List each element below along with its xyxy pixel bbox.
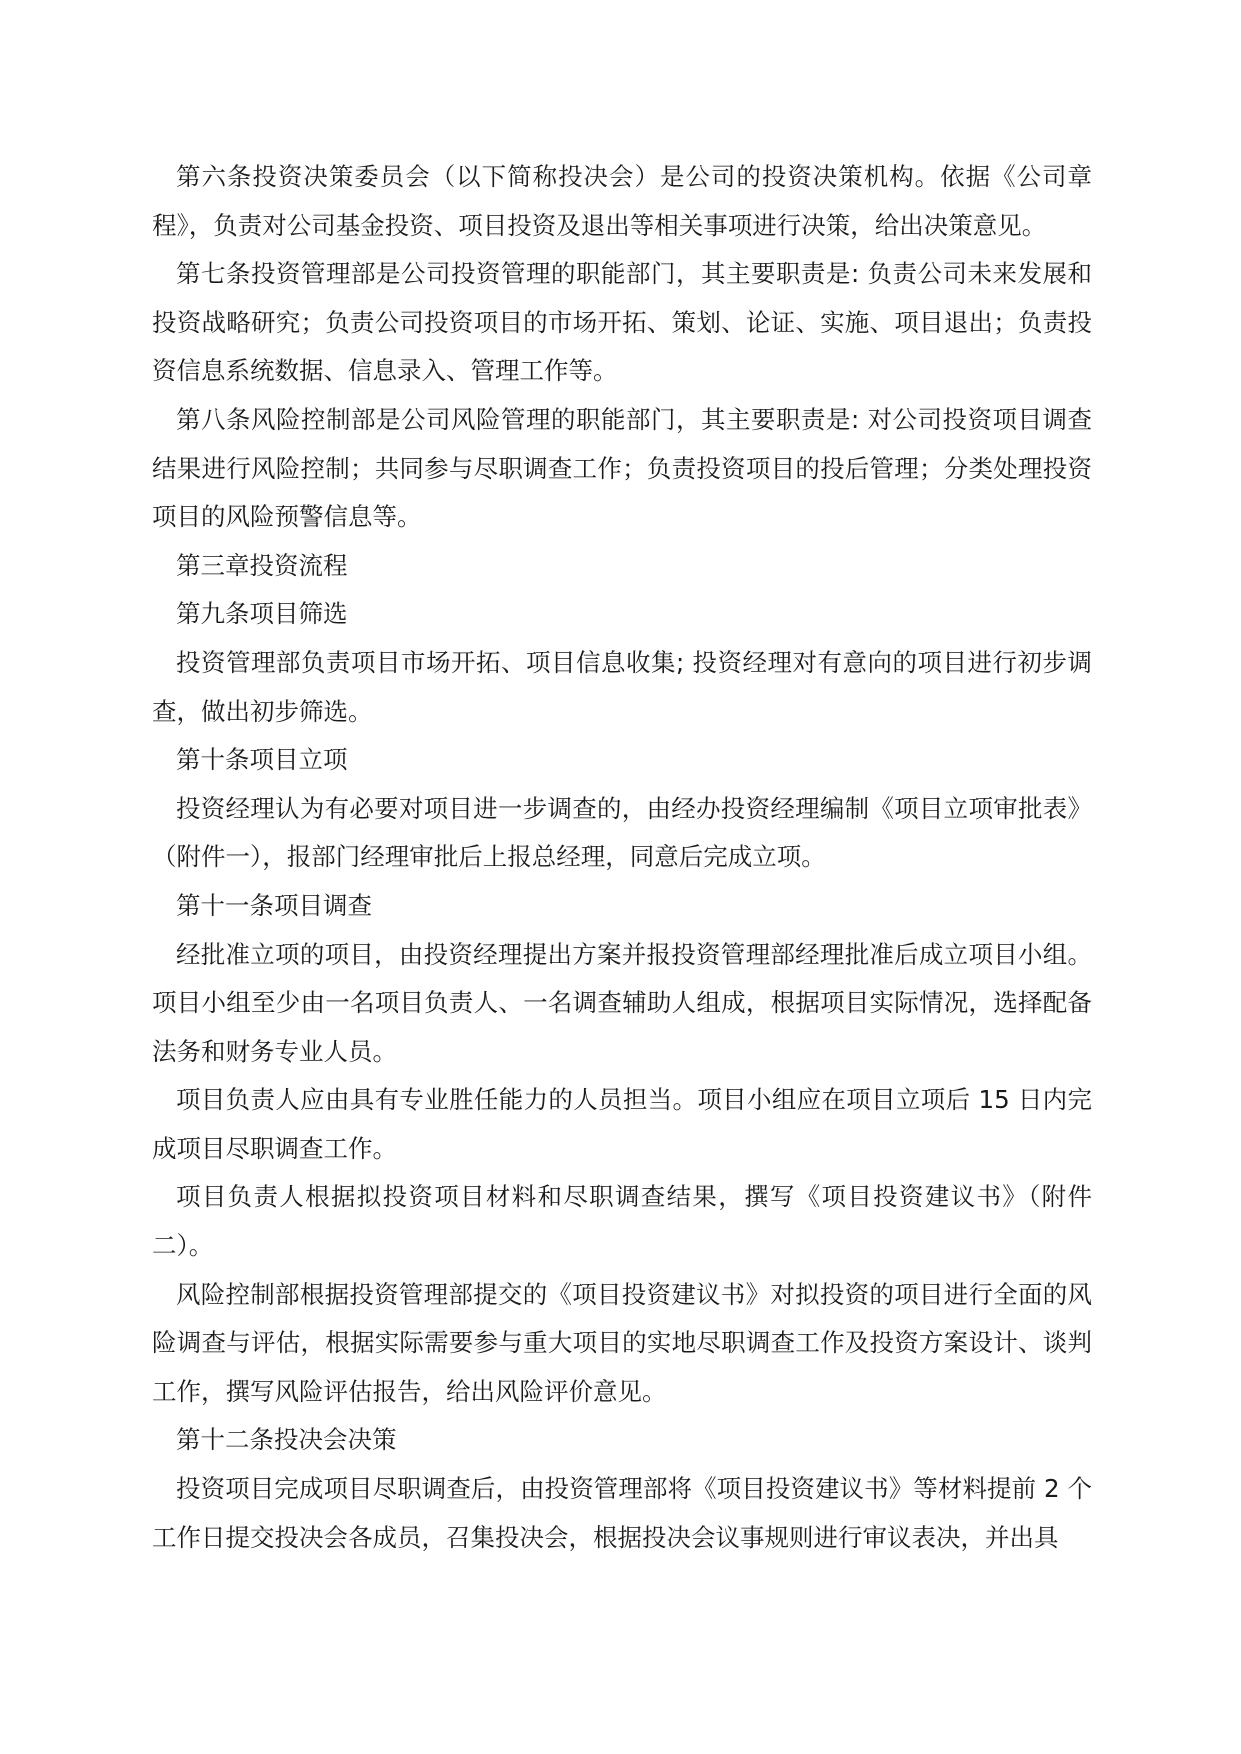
article-heading-10: 第十条项目立项: [176, 745, 348, 775]
paragraph-article-12: 投资项目完成项目尽职调查后，由投资管理部将《项目投资建议书》等材料提前 2 个工作日提交投决会各成员，召集投决会，根据投决会议事规则进行审议表决，并出具: [152, 1474, 1092, 1552]
paragraph-article-11-a: 经批准立项的项目，由投资经理提出方案并报投资管理部经理批准后成立项目小组。项目小组至少由一名项目负责人、一名调查辅助人组成，根据项目实际情况，选择配备法务和财务专业人员。: [152, 939, 1092, 1066]
paragraph-article-11-d: 风险控制部根据投资管理部提交的《项目投资建议书》对拟投资的项目进行全面的风险调查与评估，根据实际需要参与重大项目的实地尽职调查工作及投资方案设计、谈判工作，撰写风险评估报告，给出风险评价意见。: [152, 1279, 1092, 1406]
paragraph-article-11-c: 项目负责人根据拟投资项目材料和尽职调查结果，撰写《项目投资建议书》（附件二）。: [152, 1182, 1092, 1261]
paragraph-article-7: 第七条投资管理部是公司投资管理的职能部门，其主要职责是: 负责公司未来发展和投资战略研究；负责公司投资项目的市场开拓、策划、论证、实施、项目退出；负责投资信息系统数据、信息录入、管理工作等。: [152, 259, 1092, 386]
paragraph-article-8: 第八条风险控制部是公司风险管理的职能部门，其主要职责是: 对公司投资项目调查结果进行风险控制；共同参与尽职调查工作；负责投资项目的投后管理；分类处理投资项目的风险预警信息等。: [152, 404, 1092, 532]
paragraph-article-6: 第六条投资决策委员会（以下简称投决会）是公司的投资决策机构。依据《公司章程》，负责对公司基金投资、项目投资及退出等相关事项进行决策，给出决策意见。: [152, 162, 1092, 240]
article-heading-12: 第十二条投决会决策: [176, 1425, 397, 1455]
paragraph-article-9: 投资管理部负责项目市场开拓、项目信息收集; 投资经理对有意向的项目进行初步调查，做出初步筛选。: [152, 647, 1092, 726]
chapter-heading: 第三章投资流程: [176, 550, 348, 580]
article-heading-11: 第十一条项目调查: [176, 890, 372, 920]
paragraph-article-11-b: 项目负责人应由具有专业胜任能力的人员担当。项目小组应在项目立项后 15 日内完成项目尽职调查工作。: [152, 1085, 1092, 1163]
paragraph-article-10: 投资经理认为有必要对项目进一步调查的，由经办投资经理编制《项目立项审批表》（附件一），报部门经理审批后上报总经理，同意后完成立项。: [152, 793, 1092, 872]
article-heading-9: 第九条项目筛选: [176, 599, 348, 629]
document-body: [152, 153, 1092, 1562]
